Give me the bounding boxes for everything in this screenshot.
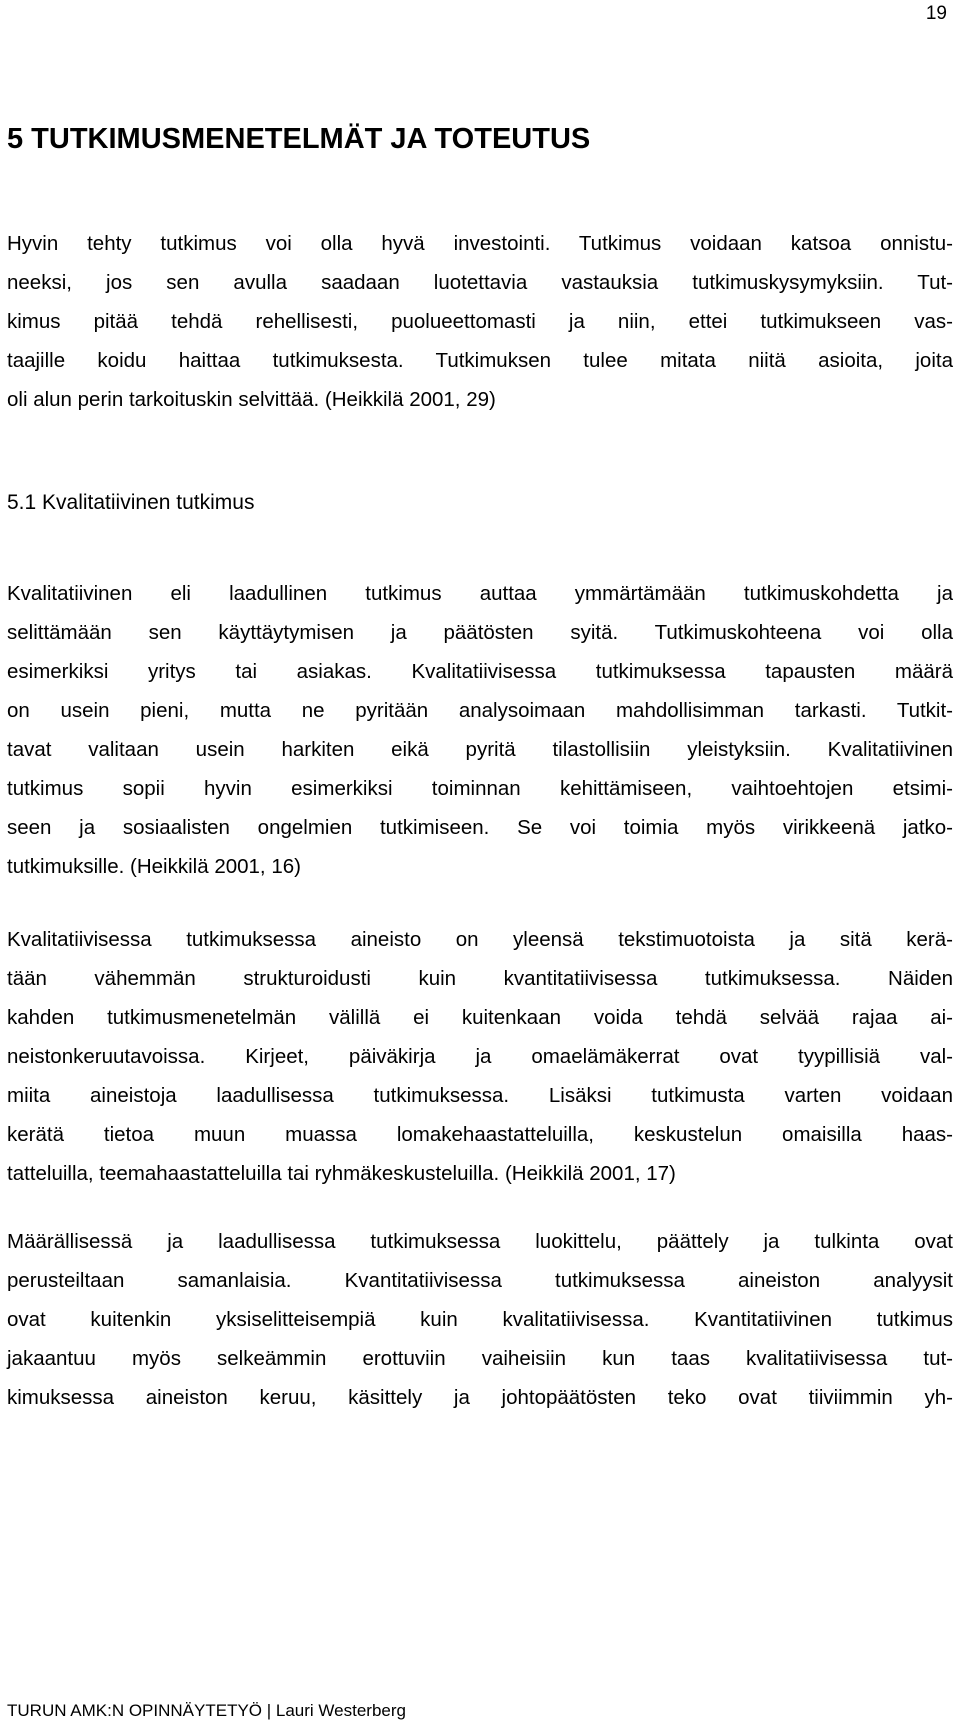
paragraph-line: on usein pieni, mutta ne pyritään analysoimaan mahdollisimman tarkasti. Tutkit- [7, 699, 953, 722]
paragraph-line: perusteiltaan samanlaisia. Kvantitatiivisessa tutkimuksessa aineiston analyysit [7, 1269, 953, 1292]
paragraph-line: kahden tutkimusmenetelmän välillä ei kuitenkaan voida tehdä selvää rajaa ai- [7, 1006, 953, 1029]
paragraph-line: Määrällisessä ja laadullisessa tutkimuksessa luokittelu, päättely ja tulkinta ovat [7, 1230, 953, 1253]
paragraph-line: esimerkiksi yritys tai asiakas. Kvalitatiivisessa tutkimuksessa tapausten määrä [7, 660, 953, 683]
paragraph-line: tutkimus sopii hyvin esimerkiksi toiminnan kehittämiseen, vaihtoehtojen etsimi- [7, 777, 953, 800]
paragraph-line: kimus pitää tehdä rehellisesti, puolueettomasti ja niin, ettei tutkimukseen vas- [7, 310, 953, 333]
paragraph-line: selittämään sen käyttäytymisen ja päätösten syitä. Tutkimuskohteena voi olla [7, 621, 953, 644]
paragraph-line: kerätä tietoa muun muassa lomakehaastatteluilla, keskustelun omaisilla haas- [7, 1123, 953, 1146]
paragraph-line: tavat valitaan usein harkiten eikä pyritä tilastollisiin yleistyksiin. Kvalitatiivinen [7, 738, 953, 761]
section-heading: 5.1 Kvalitatiivinen tutkimus [7, 491, 255, 514]
paragraph-line: taajille koidu haittaa tutkimuksesta. Tutkimuksen tulee mitata niitä asioita, joita [7, 349, 953, 372]
paragraph-line: neistonkeruutavoissa. Kirjeet, päiväkirja ja omaelämäkerrat ovat tyypillisiä val- [7, 1045, 953, 1068]
paragraph-data-collection [7, 920, 953, 1193]
paragraph-line: Kvalitatiivinen eli laadullinen tutkimus auttaa ymmärtämään tutkimuskohdetta ja [7, 582, 953, 605]
paragraph-line: jakaantuu myös selkeämmin erottuviin vaiheisiin kun taas kvalitatiivisessa tut- [7, 1347, 953, 1370]
paragraph-line: Hyvin tehty tutkimus voi olla hyvä investointi. Tutkimus voidaan katsoa onnistu- [7, 232, 953, 255]
paragraph-line: tutkimuksille. (Heikkilä 2001, 16) [7, 855, 301, 878]
paragraph-line: kimuksessa aineiston keruu, käsittely ja johtopäätösten teko ovat tiiviimmin yh- [7, 1386, 953, 1409]
paragraph-comparison [7, 1222, 953, 1417]
paragraph-line: tatteluilla, teemahaastatteluilla tai ryhmäkeskusteluilla. (Heikkilä 2001, 17) [7, 1162, 676, 1185]
paragraph-line: Kvalitatiivisessa tutkimuksessa aineisto on yleensä tekstimuotoista ja sitä kerä- [7, 928, 953, 951]
paragraph-qualitative-definition [7, 574, 953, 886]
page-footer: TURUN AMK:N OPINNÄYTETYÖ | Lauri Westerberg [7, 1701, 406, 1720]
paragraph-intro [7, 224, 953, 419]
paragraph-line: tään vähemmän strukturoidusti kuin kvantitatiivisessa tutkimuksessa. Näiden [7, 967, 953, 990]
chapter-heading: 5 TUTKIMUSMENETELMÄT JA TOTEUTUS [7, 123, 591, 155]
paragraph-line: ovat kuitenkin yksiselitteisempiä kuin kvalitatiivisessa. Kvantitatiivinen tutkimus [7, 1308, 953, 1331]
paragraph-line: miita aineistoja laadullisessa tutkimuksessa. Lisäksi tutkimusta varten voidaan [7, 1084, 953, 1107]
paragraph-line: neeksi, jos sen avulla saadaan luotettavia vastauksia tutkimuskysymyksiin. Tut- [7, 271, 953, 294]
paragraph-line: oli alun perin tarkoituskin selvittää. (Heikkilä 2001, 29) [7, 388, 496, 411]
paragraph-line: seen ja sosiaalisten ongelmien tutkimiseen. Se voi toimia myös virikkeenä jatko- [7, 816, 953, 839]
page-number: 19 [925, 3, 947, 24]
